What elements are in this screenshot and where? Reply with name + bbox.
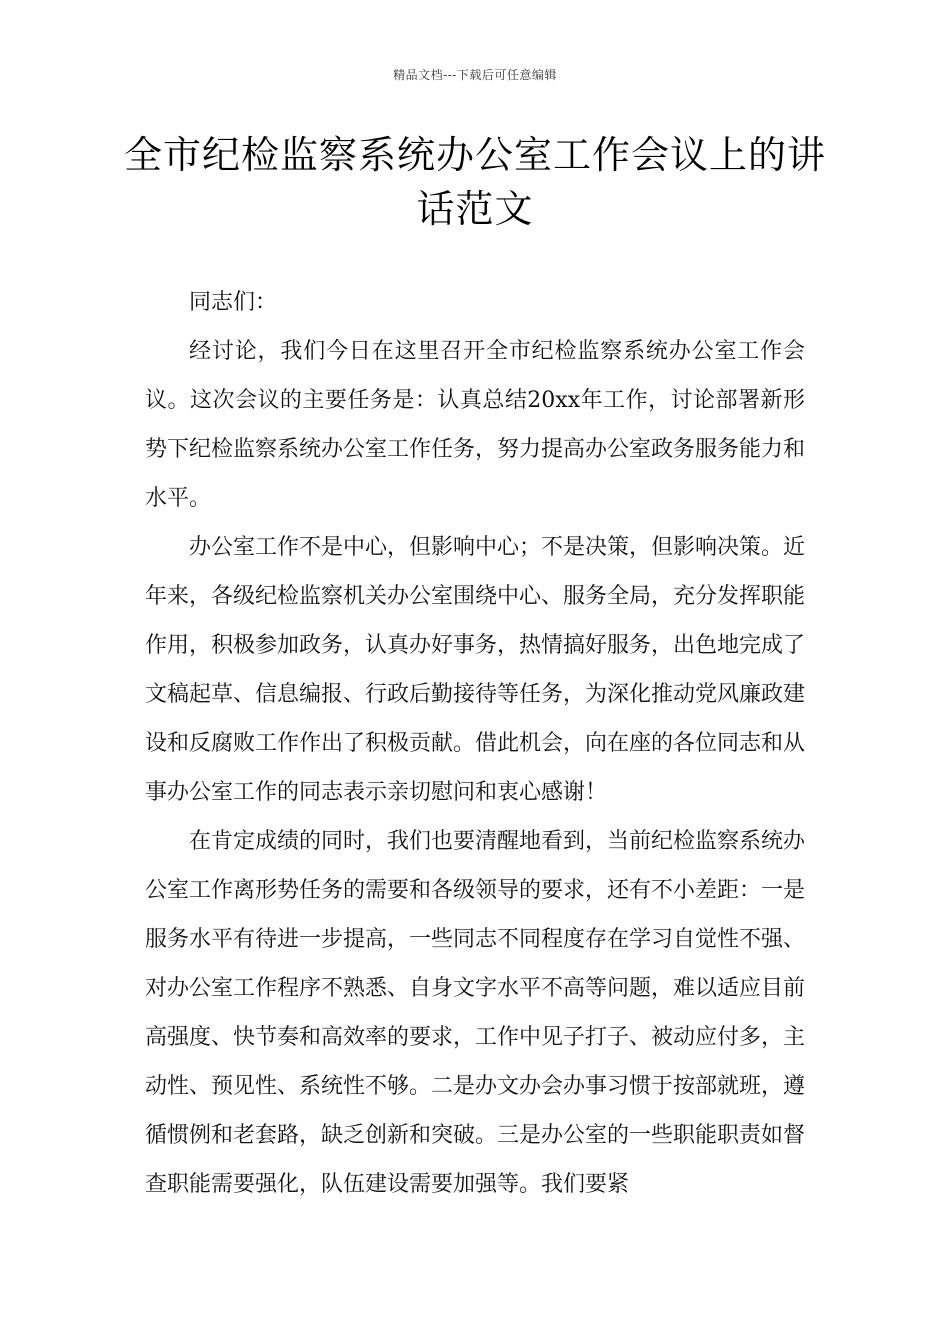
paragraph: 经讨论，我们今日在这里召开全市纪检监察系统办公室工作会议。这次会议的主要任务是：认真总结20xx年工作，讨论部署新形势下纪检监察系统办公室工作任务，努力提高办公室政务服务能力和水平。 xyxy=(145,339,806,511)
document-title: 全市纪检监察系统办公室工作会议上的讲话范文 xyxy=(123,133,826,231)
paragraph: 在肯定成绩的同时，我们也要清醒地看到，当前纪检监察系统办公室工作离形势任务的需要和各级领导的要求，还有不小差距：一是服务水平有待进一步提高，一些同志不同程度存在学习自觉性不强、对办公室工作程序不熟悉、自身文字水平不高等问题，难以适应目前高强度、快节奏和高效率的要求，工作中见子打子、被动应付多，主动性、预见性、系统性不够。二是办文办会办事习惯于按部就班，遵循惯例和老套路，缺乏创新和突破。三是办公室的一些职能职责如督查职能需要强化，队伍建设需要加强等。我们要紧 xyxy=(145,829,806,1197)
document-body xyxy=(145,278,805,1209)
paragraph: 办公室工作不是中心，但影响中心；不是决策，但影响决策。近年来，各级纪检监察机关办公室围绕中心、服务全局，充分发挥职能作用，积极参加政务，认真办好事务，热情搞好服务，出色地完成了文稿起草、信息编报、行政后勤接待等任务，为深化推动党风廉政建设和反腐败工作作出了积极贡献。借此机会，向在座的各位同志和从事办公室工作的同志表示亲切慰问和衷心感谢！ xyxy=(145,535,806,805)
salutation: 同志们： xyxy=(189,290,278,315)
header-note: 精品文档---下载后可任意编辑 xyxy=(393,68,557,82)
